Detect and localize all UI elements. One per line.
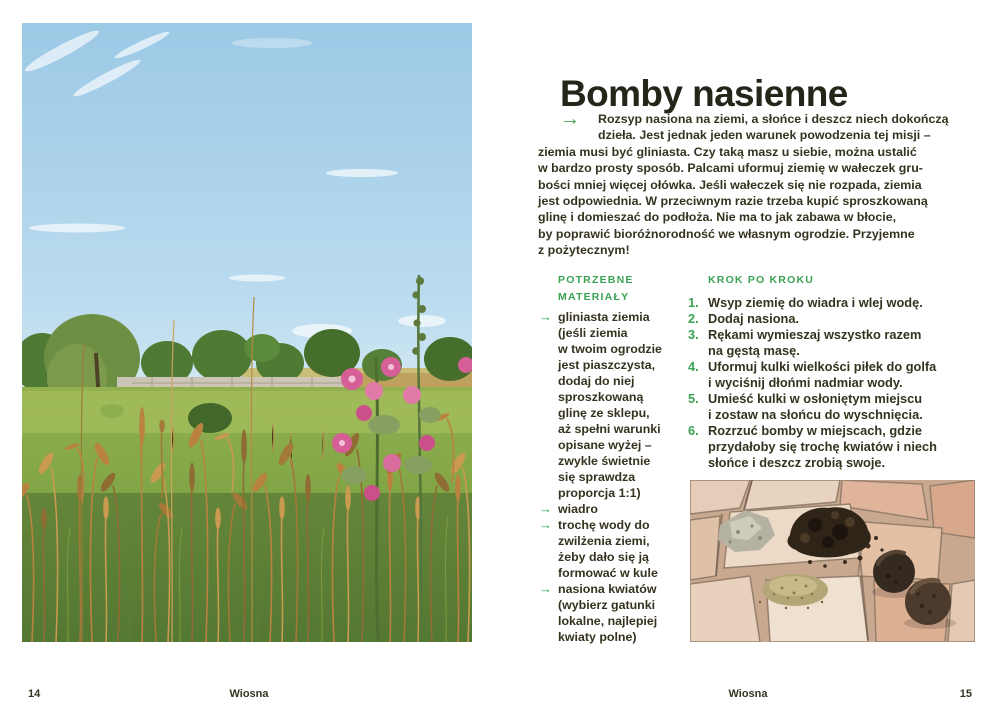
- step-number: 4.: [688, 359, 699, 374]
- step-item: [688, 391, 988, 423]
- step-line: i zostaw na słońcu do wyschnięcia.: [708, 407, 923, 422]
- step-line: Umieść kulki w osłoniętym miejscu: [708, 391, 923, 406]
- material-item-line: kwiaty polne): [558, 630, 637, 644]
- arrow-right-icon: →: [539, 501, 552, 516]
- intro-line: by poprawić bioróżnorodność we własnym ogrodzie. Przyjemne: [538, 226, 915, 241]
- step-line: Rękami wymieszaj wszystko razem: [708, 327, 922, 342]
- materials-heading-line: MATERIAŁY: [558, 291, 630, 303]
- meadow-photo: [22, 23, 472, 642]
- step-line: Rozrzuć bomby w miejscach, gdzie: [708, 423, 923, 438]
- intro-line: bości mniej więcej ołówka. Jeśli wałeczek się nie rozpada, ziemia: [538, 177, 922, 192]
- page-title: Bomby nasienne: [560, 72, 848, 114]
- material-item-line: glinę ze sklepu,: [558, 406, 650, 420]
- intro-line: glinę i domieszać do podłoża. Nie ma to jak zabawa w błocie,: [538, 210, 897, 225]
- material-item-line: się sprawdza: [558, 470, 636, 484]
- arrow-right-icon: →: [539, 581, 552, 596]
- material-item-line: (jeśli ziemia: [558, 326, 628, 340]
- material-item-line: aż spełni warunki: [558, 422, 661, 436]
- materials-list: [538, 309, 690, 645]
- intro-line: z pożytecznym!: [538, 243, 630, 258]
- material-item-line: (wybierz gatunki: [558, 598, 656, 612]
- page-number-left: 14: [28, 688, 41, 700]
- section-label-right: Wiosna: [728, 688, 768, 700]
- steps-section: [688, 272, 988, 471]
- material-item-line: gliniasta ziemia: [558, 310, 650, 324]
- step-line: Uformuj kulki wielkości piłek do golfa: [708, 359, 937, 374]
- materials-heading: [538, 272, 690, 306]
- step-number: 1.: [688, 295, 699, 310]
- material-item: [538, 501, 690, 517]
- materials-section: [538, 272, 690, 645]
- step-item: [688, 359, 988, 391]
- steps-heading: KROK PO KROKU: [708, 274, 815, 286]
- step-line: słońce i deszcz zrobią swoje.: [708, 455, 886, 470]
- step-item: [688, 311, 988, 327]
- step-line: i wyciśnij dłońmi nadmiar wody.: [708, 375, 903, 390]
- material-item-line: lokalne, najlepiej: [558, 614, 658, 628]
- material-item-line: wiadro: [558, 502, 598, 516]
- material-item-line: w twoim ogrodzie: [558, 342, 662, 356]
- intro-line: dzieła. Jest jednak jeden warunek powodzenia tej misji –: [598, 128, 931, 143]
- material-item-line: jest piaszczysta,: [558, 358, 656, 372]
- intro-line: w bardzo prosty sposób. Palcami uformuj ziemię w wałeczek gru-: [538, 161, 923, 176]
- step-number: 6.: [688, 423, 699, 438]
- material-item-line: dodaj do niej: [558, 374, 635, 388]
- steps-list: [688, 295, 988, 471]
- intro-line: ziemia musi być gliniasta. Czy taką masz u siebie, można ustalić: [538, 144, 917, 159]
- intro-paragraph: [538, 108, 983, 259]
- material-item-line: opisane wyżej –: [558, 438, 652, 452]
- step-item: [688, 423, 988, 471]
- material-item-line: trochę wody do: [558, 518, 650, 532]
- arrow-right-icon: →: [560, 108, 580, 130]
- section-label-left: Wiosna: [229, 688, 269, 700]
- material-item-line: formować w kule: [558, 566, 658, 580]
- step-number: 2.: [688, 311, 699, 326]
- seed-bombs-photo: [690, 480, 975, 642]
- step-number: 3.: [688, 327, 699, 342]
- arrow-right-icon: →: [539, 309, 552, 324]
- intro-line: jest odpowiednia. W przeciwnym razie trzeba kupić sproszkowaną: [538, 193, 928, 208]
- step-line: Wsyp ziemię do wiadra i wlej wodę.: [708, 295, 923, 310]
- step-item: [688, 295, 988, 311]
- page-number-right: 15: [959, 688, 972, 700]
- material-item: [538, 517, 690, 581]
- step-number: 5.: [688, 391, 699, 406]
- material-item-line: zwilżenia ziemi,: [558, 534, 650, 548]
- material-item-line: sproszkowaną: [558, 390, 644, 404]
- intro-paragraph-lines: [538, 111, 983, 259]
- step-line: na gęstą masę.: [708, 343, 800, 358]
- step-line: przydałoby się trochę kwiatów i niech: [708, 439, 937, 454]
- step-item: [688, 327, 988, 359]
- material-item: [538, 309, 690, 501]
- material-item-line: zwykle świetnie: [558, 454, 651, 468]
- arrow-right-icon: →: [539, 517, 552, 532]
- materials-heading-line: POTRZEBNE: [558, 274, 634, 286]
- intro-line: Rozsyp nasiona na ziemi, a słońce i deszcz niech dokończą: [598, 112, 949, 126]
- material-item: [538, 581, 690, 645]
- material-item-line: żeby dało się ją: [558, 550, 649, 564]
- material-item-line: nasiona kwiatów: [558, 582, 657, 596]
- step-line: Dodaj nasiona.: [708, 311, 800, 326]
- material-item-line: proporcja 1:1): [558, 486, 641, 500]
